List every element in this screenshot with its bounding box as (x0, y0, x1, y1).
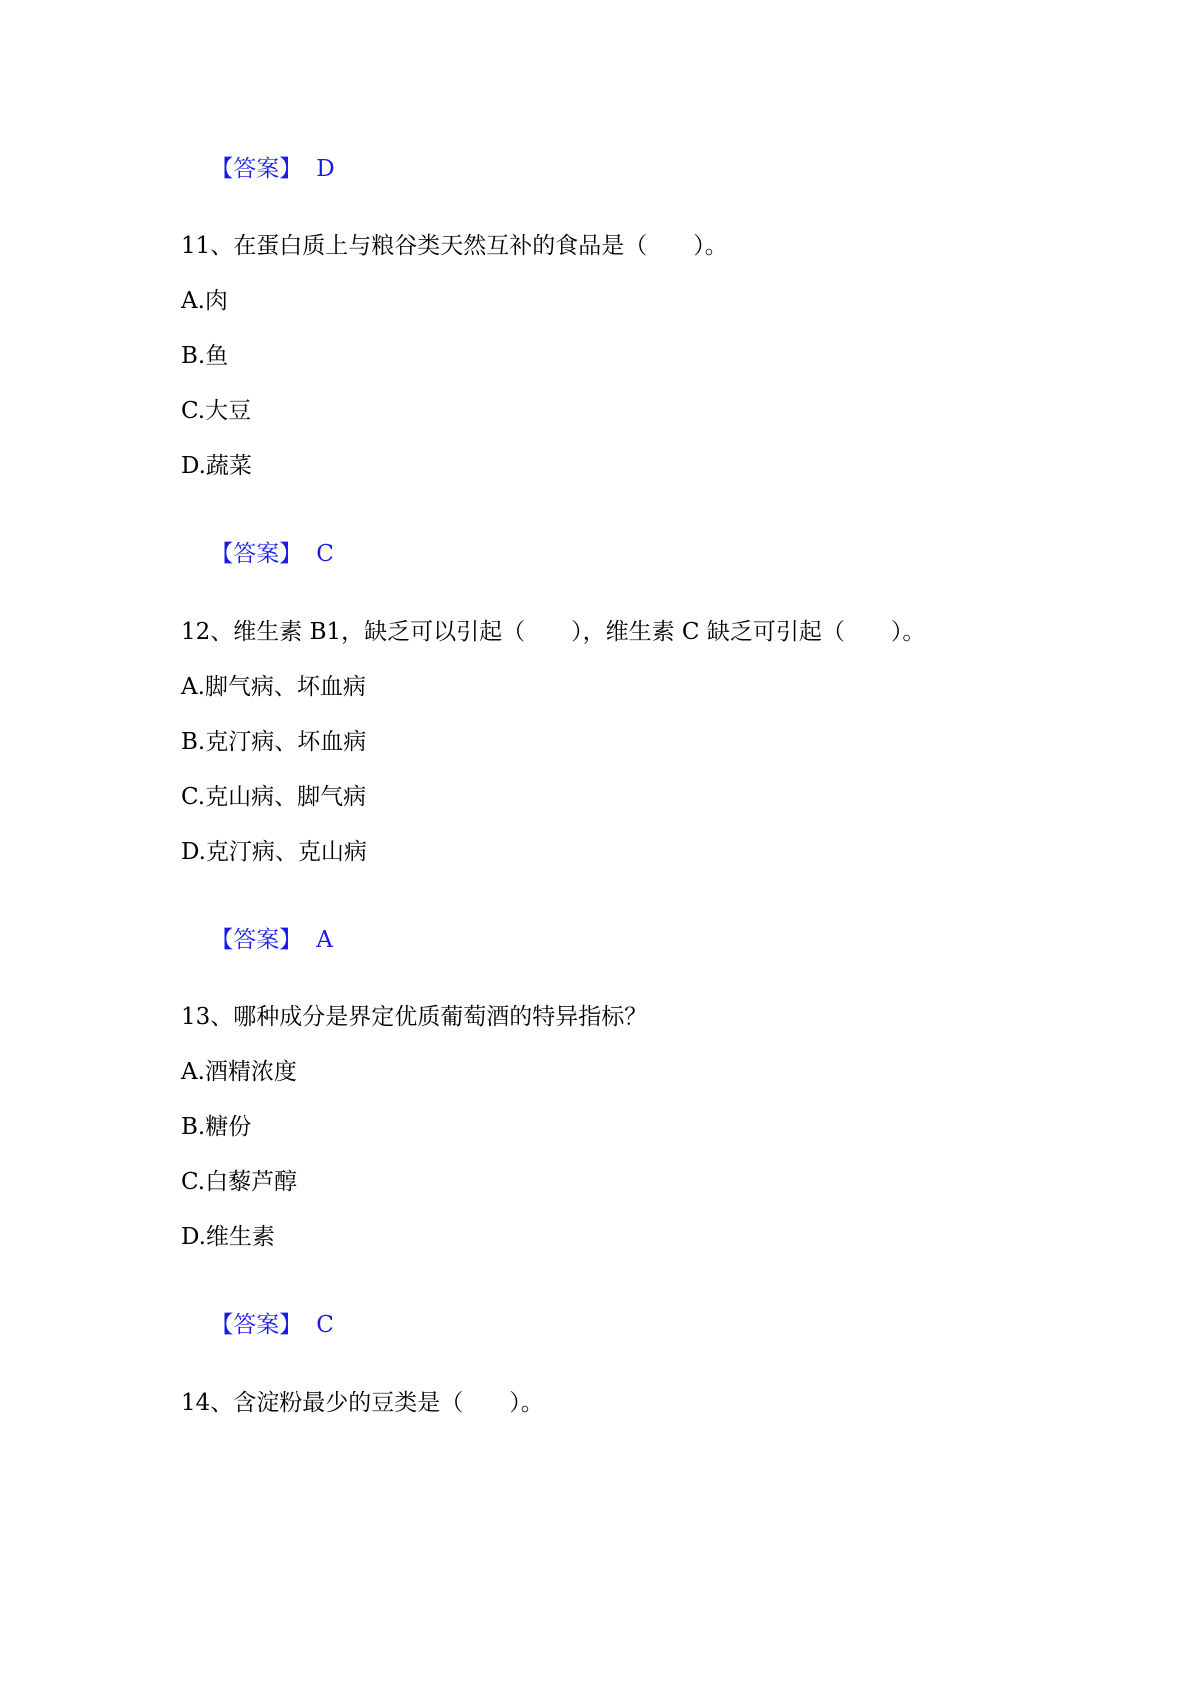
answer-line (181, 895, 333, 985)
answer-line (181, 1280, 334, 1370)
option-b: B.糖份 (181, 1114, 252, 1140)
answer-label: 【答案】 (210, 1312, 303, 1338)
answer-label: 【答案】 (210, 541, 303, 567)
option-c: C.克山病、脚气病 (181, 784, 367, 810)
option-b: B.克汀病、坏血病 (181, 729, 367, 755)
option-a: A.脚气病、坏血病 (181, 674, 366, 700)
question-12: 12、维生素 B1，缺乏可以引起（ ），维生素 C 缺乏可引起（ ）。 (181, 619, 926, 645)
answer-line (181, 509, 334, 599)
option-a: A.酒精浓度 (181, 1059, 297, 1085)
answer-value: D (316, 156, 335, 182)
answer-value: A (316, 927, 333, 953)
answer-label: 【答案】 (210, 927, 303, 953)
question-11: 11、在蛋白质上与粮谷类天然互补的食品是（ ）。 (181, 233, 728, 259)
option-b: B.鱼 (181, 343, 229, 369)
option-d: D.蔬菜 (181, 453, 252, 479)
question-13: 13、哪种成分是界定优质葡萄酒的特异指标？ (181, 1004, 648, 1030)
option-c: C.白藜芦醇 (181, 1169, 298, 1195)
option-d: D.克汀病、克山病 (181, 839, 367, 865)
question-14: 14、含淀粉最少的豆类是（ ）。 (181, 1390, 544, 1416)
option-c: C.大豆 (181, 398, 252, 424)
answer-line (181, 124, 335, 214)
answer-label: 【答案】 (210, 156, 303, 182)
answer-value: C (316, 541, 334, 567)
answer-value: C (316, 1312, 334, 1338)
option-a: A.肉 (181, 288, 228, 314)
option-d: D.维生素 (181, 1224, 275, 1250)
